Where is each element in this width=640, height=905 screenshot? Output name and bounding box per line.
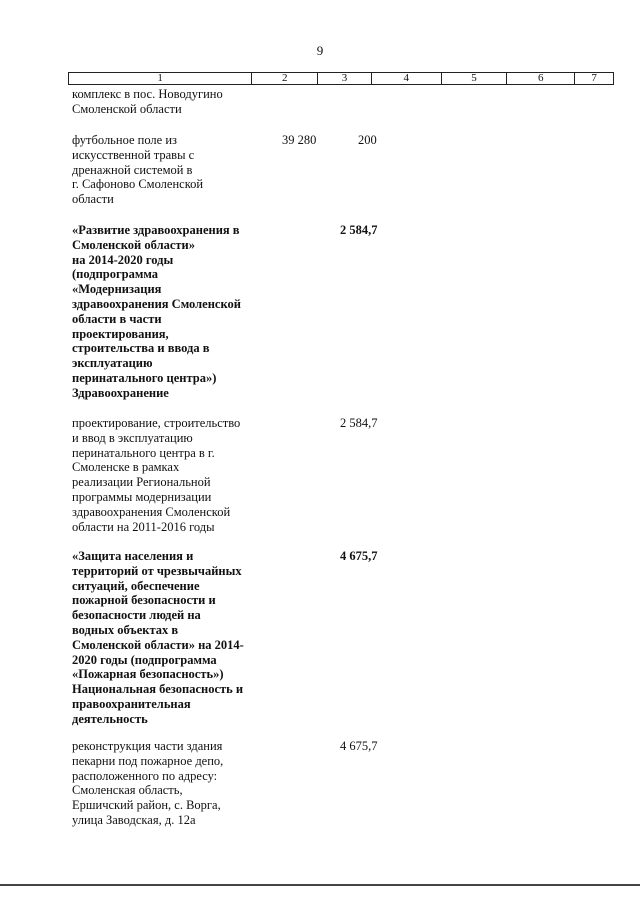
description-line: здравоохранения Смоленской xyxy=(72,504,231,519)
value-col-2: 39 280 xyxy=(282,133,317,147)
description-line: водных объектах в xyxy=(72,622,179,637)
value-col-3: 2 584,7 xyxy=(340,416,378,430)
value-col-3: 200 xyxy=(358,133,377,147)
description-line: на 2014-2020 годы xyxy=(72,252,174,267)
description-line: здравоохранения Смоленской xyxy=(72,296,241,311)
description-line: области xyxy=(72,192,114,207)
header-col-4: 4 xyxy=(372,73,442,84)
value-col-3: 4 675,7 xyxy=(340,549,378,563)
description-line: Смоленской области» на 2014- xyxy=(72,637,244,652)
header-col-6: 6 xyxy=(507,73,575,84)
description-line: (подпрограмма xyxy=(72,267,159,282)
description-line: Смоленская область, xyxy=(72,783,183,798)
table-row-description xyxy=(72,133,262,207)
header-col-5: 5 xyxy=(442,73,508,84)
description-line: и ввод в эксплуатацию xyxy=(72,430,193,445)
table-row-description xyxy=(72,739,262,828)
description-line: «Защита населения и xyxy=(72,549,194,563)
description-line: эксплуатацию xyxy=(72,356,153,371)
bottom-rule xyxy=(0,884,640,886)
description-line: «Развитие здравоохранения в xyxy=(72,223,240,237)
description-line: дренажной системой в xyxy=(72,162,193,177)
description-line: «Пожарная безопасность») xyxy=(72,667,224,682)
description-line: области в части xyxy=(72,311,162,326)
description-line: Ершичский район, с. Ворга, xyxy=(72,798,221,813)
description-line: г. Сафоново Смоленской xyxy=(72,177,204,192)
description-line: Национальная безопасность и xyxy=(72,682,244,697)
description-line: искусственной травы с xyxy=(72,147,195,162)
description-line: «Модернизация xyxy=(72,282,162,297)
header-col-2: 2 xyxy=(252,73,318,84)
description-line: Здравоохранение xyxy=(72,385,169,400)
table-row-description xyxy=(72,87,262,117)
description-line: пожарной безопасности и xyxy=(72,593,216,608)
header-col-3: 3 xyxy=(318,73,372,84)
header-col-7: 7 xyxy=(591,72,597,84)
table-row-description xyxy=(72,416,262,534)
description-line: Смоленске в рамках xyxy=(72,460,180,475)
description-line: перинатального центра») xyxy=(72,370,217,385)
description-line: безопасности людей на xyxy=(72,608,201,623)
description-line: реконструкция части здания xyxy=(72,739,223,753)
description-line: проектирование, строительство xyxy=(72,416,241,430)
description-line: Смоленской области xyxy=(72,101,182,116)
description-line: улица Заводская, д. 12а xyxy=(72,812,196,827)
value-col-3: 4 675,7 xyxy=(340,739,378,753)
description-line: проектирования, xyxy=(72,326,169,341)
description-line: строительства и ввода в xyxy=(72,341,210,356)
description-line: области на 2011-2016 годы xyxy=(72,519,215,534)
description-line: правоохранительная xyxy=(72,696,191,711)
description-line: деятельность xyxy=(72,711,148,726)
description-line: программы модернизации xyxy=(72,489,212,504)
description-line: пекарни под пожарное депо, xyxy=(72,753,224,768)
description-line: ситуаций, обеспечение xyxy=(72,578,200,593)
description-line: Смоленской области» xyxy=(72,237,195,252)
description-line: перинатального центра в г. xyxy=(72,445,215,460)
page-number: 9 xyxy=(316,43,324,58)
description-line: футбольное поле из xyxy=(72,133,177,147)
table-row-description xyxy=(72,223,262,401)
description-line: территорий от чрезвычайных xyxy=(72,563,242,578)
description-line: расположенного по адресу: xyxy=(72,768,218,783)
table-header-row xyxy=(68,72,614,85)
table-row-description xyxy=(72,549,262,727)
description-line: реализации Региональной xyxy=(72,475,211,490)
value-col-3: 2 584,7 xyxy=(340,223,378,237)
description-line: 2020 годы (подпрограмма xyxy=(72,652,217,667)
description-line: комплекс в пос. Новодугино xyxy=(72,87,223,101)
header-col-1: 1 xyxy=(69,73,252,84)
